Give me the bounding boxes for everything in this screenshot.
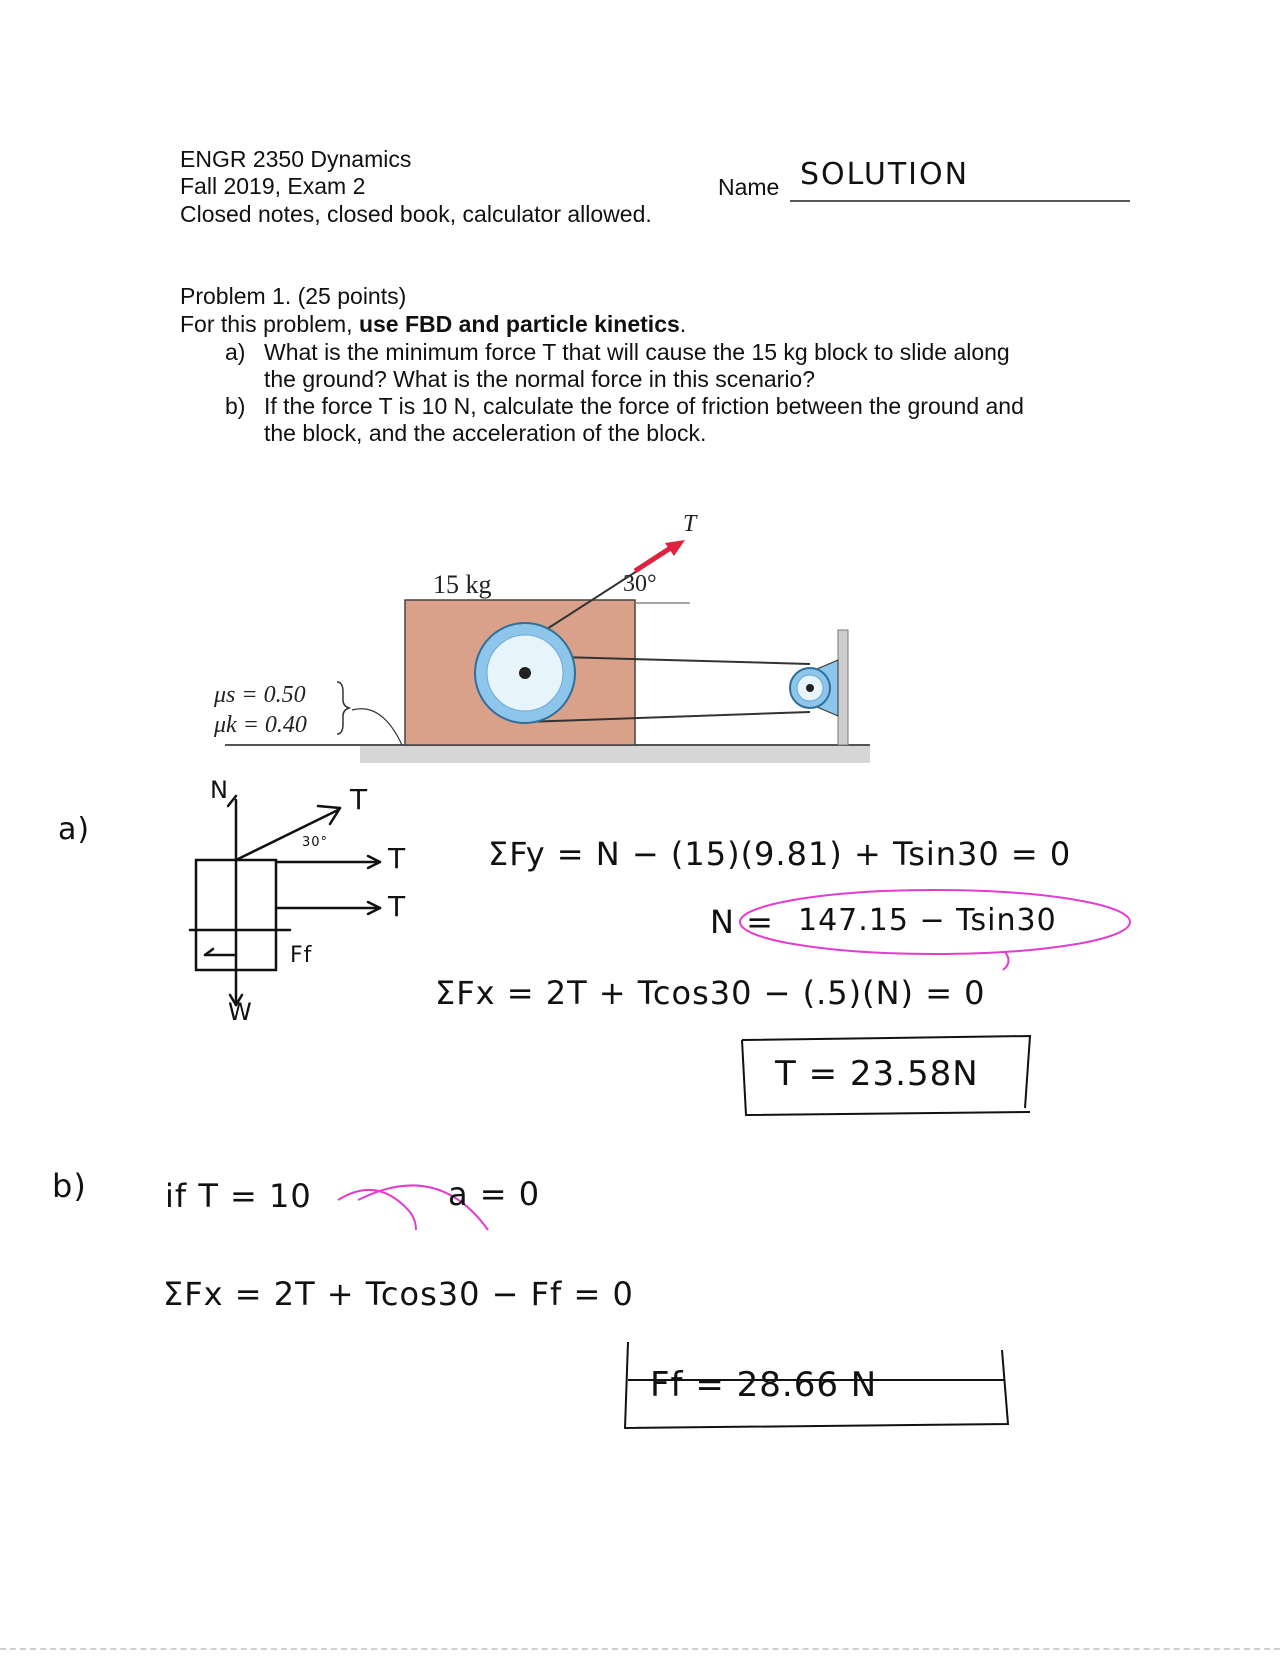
part-b-line1: If the force T is 10 N, calculate the force of friction between the ground and	[264, 393, 1024, 419]
fbd-friction-label: Ff	[290, 943, 313, 968]
force-label: T	[683, 511, 697, 537]
name-value: SOLUTION	[800, 157, 970, 192]
part-a-line2: the ground? What is the normal force in this scenario?	[264, 366, 816, 392]
fbd-tension-angled-label: T	[350, 783, 369, 816]
part-b-line2: the block, and the acceleration of the block.	[264, 420, 707, 446]
fbd-angle-label: 30°	[302, 835, 329, 850]
problem-title: Problem 1. (25 points)	[180, 283, 407, 309]
solution-a-label: a)	[58, 812, 91, 847]
solution-b-label: b)	[52, 1167, 87, 1205]
fbd-tension-bottom-label: T	[388, 890, 407, 923]
part-a-label: a)	[225, 339, 246, 365]
exam-term: Fall 2019, Exam 2	[180, 173, 366, 199]
solution-b-eq1: ΣFx = 2T + Tcos30 − Ff = 0	[163, 1275, 634, 1313]
friction-brace	[337, 682, 349, 734]
large-pulley-hub	[519, 667, 531, 679]
solution-a-eq2-prefix: N =	[710, 903, 774, 941]
ground-shading	[360, 745, 870, 763]
solution-a-answer: T = 23.58N	[775, 1054, 979, 1094]
exam-rules: Closed notes, closed book, calculator allowed.	[180, 201, 652, 227]
fbd-angled-arrowhead-a	[318, 806, 340, 808]
fbd-weight-label: W	[228, 998, 253, 1026]
name-label: Name	[718, 174, 780, 200]
solution-a-eq3: ΣFx = 2T + Tcos30 − (.5)(N) = 0	[435, 974, 986, 1012]
mass-label: 15 kg	[433, 570, 492, 599]
mu-k-label: μk = 0.40	[214, 712, 307, 738]
solution-b-answer: Ff = 28.66 N	[650, 1365, 878, 1405]
small-pulley-hub	[806, 684, 814, 692]
intro-suffix: .	[679, 311, 687, 337]
tension-arrow-shaft	[635, 547, 672, 571]
part-a-line1: What is the minimum force T that will cause the 15 kg block to slide along	[264, 339, 1010, 365]
solution-a-eq1: ΣFy = N − (15)(9.81) + Tsin30 = 0	[488, 835, 1072, 873]
wall-support	[838, 630, 848, 745]
part-b-label: b)	[225, 393, 246, 419]
substitute-arrow-b1	[338, 1190, 416, 1230]
course-title: ENGR 2350 Dynamics	[180, 146, 412, 172]
intro-prefix: For this problem,	[180, 311, 353, 337]
friction-leader	[352, 709, 402, 745]
page-break	[0, 1648, 1280, 1650]
solution-b-given-t: if T = 10	[165, 1177, 312, 1215]
fbd-tension-top-label: T	[388, 842, 407, 875]
substitute-arrow-a	[1003, 952, 1009, 970]
fbd-normal-label: N	[210, 776, 229, 804]
mu-s-label: μs = 0.50	[214, 682, 306, 708]
solution-a-eq2-circled: 147.15 − Tsin30	[798, 903, 1057, 938]
angle-label: 30°	[623, 571, 657, 597]
intro-bold: use FBD and particle kinetics	[358, 311, 680, 337]
solution-b-given-a: a = 0	[448, 1175, 541, 1213]
fbd-sketch	[190, 796, 380, 1005]
